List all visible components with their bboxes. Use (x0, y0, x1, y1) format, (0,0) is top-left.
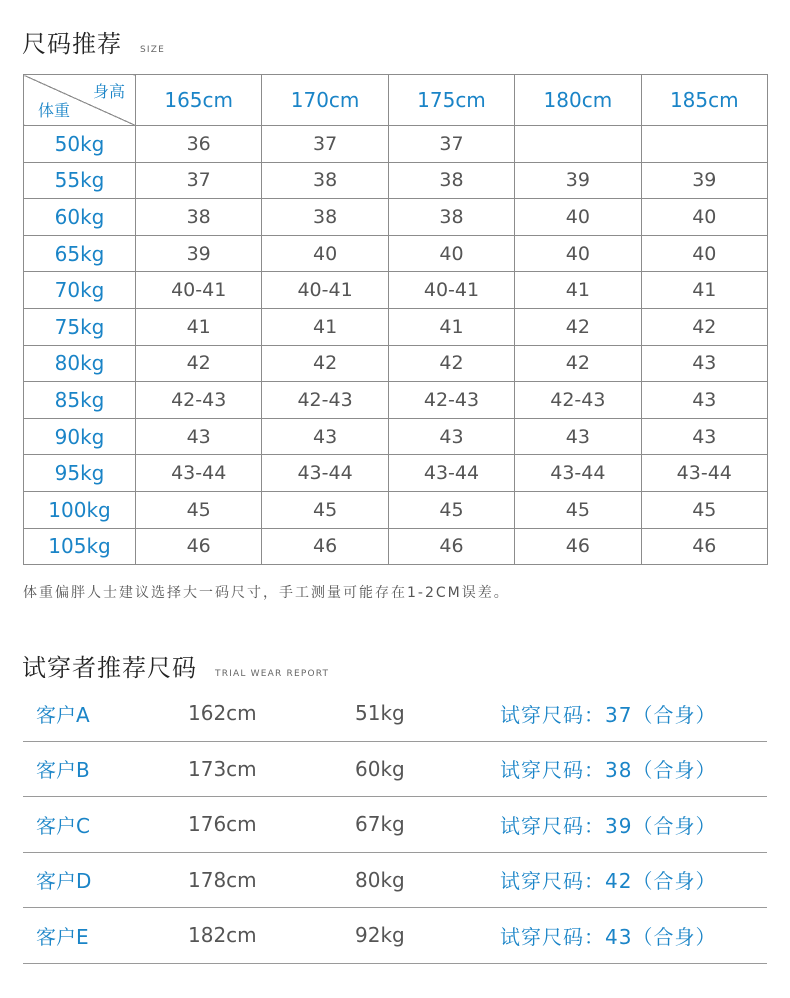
table-row (24, 199, 768, 236)
table-row (24, 491, 768, 528)
table-row (24, 382, 768, 419)
size-cell: 42-43 (515, 382, 641, 419)
size-cell: 41 (641, 272, 767, 309)
size-cell: 38 (388, 162, 514, 199)
size-cell: 43-44 (262, 455, 388, 492)
size-section-subtitle: SIZE (140, 45, 166, 55)
height-column-header: 185cm (641, 75, 767, 126)
sizing-note: 体重偏胖人士建议选择大一码尺寸，手工测量可能存在1-2CM误差。 (23, 585, 510, 601)
table-row (24, 418, 768, 455)
size-cell: 42 (641, 308, 767, 345)
size-cell: 43-44 (388, 455, 514, 492)
table-row (24, 528, 768, 565)
size-cell: 43 (388, 418, 514, 455)
trial-section-header (22, 648, 329, 683)
size-cell: 40 (515, 199, 641, 236)
size-cell: 43 (136, 418, 262, 455)
size-cell: 41 (388, 308, 514, 345)
table-row (24, 272, 768, 309)
size-cell: 46 (388, 528, 514, 565)
weight-row-header: 105kg (24, 528, 136, 565)
weight-row-header: 55kg (24, 162, 136, 199)
size-cell: 42 (388, 345, 514, 382)
trial-row (23, 797, 767, 853)
size-cell: 45 (136, 491, 262, 528)
size-cell: 42-43 (136, 382, 262, 419)
size-cell: 38 (388, 199, 514, 236)
size-cell: 45 (641, 491, 767, 528)
trial-section-subtitle: TRIAL WEAR REPORT (215, 669, 330, 679)
table-row (24, 345, 768, 382)
size-section-header (22, 24, 165, 59)
trial-result: 试穿尺码：37（合身） (500, 702, 717, 727)
size-cell (515, 126, 641, 163)
size-cell: 38 (262, 199, 388, 236)
size-cell: 37 (388, 126, 514, 163)
customer-height: 162cm (188, 701, 257, 726)
weight-row-header: 90kg (24, 418, 136, 455)
size-cell: 40 (262, 235, 388, 272)
size-cell: 42 (515, 345, 641, 382)
size-cell: 40 (641, 235, 767, 272)
size-cell: 36 (136, 126, 262, 163)
size-cell: 46 (641, 528, 767, 565)
weight-row-header: 65kg (24, 235, 136, 272)
trial-result: 试穿尺码：38（合身） (500, 758, 717, 783)
weight-row-header: 95kg (24, 455, 136, 492)
table-row (24, 126, 768, 163)
size-cell: 40 (515, 235, 641, 272)
size-cell: 43-44 (136, 455, 262, 492)
size-cell: 40-41 (388, 272, 514, 309)
size-cell: 43-44 (641, 455, 767, 492)
size-cell: 42-43 (388, 382, 514, 419)
customer-height: 173cm (188, 756, 257, 781)
size-cell: 46 (262, 528, 388, 565)
trial-result: 试穿尺码：43（合身） (500, 924, 717, 949)
size-cell: 43-44 (515, 455, 641, 492)
size-cell: 42-43 (262, 382, 388, 419)
customer-name: 客户D (36, 869, 92, 894)
customer-height: 176cm (188, 812, 257, 837)
size-cell: 40-41 (262, 272, 388, 309)
size-cell: 37 (262, 126, 388, 163)
customer-weight: 67kg (355, 812, 405, 837)
customer-name: 客户B (36, 758, 90, 783)
size-cell: 45 (388, 491, 514, 528)
trial-result: 试穿尺码：42（合身） (500, 869, 717, 894)
size-cell: 38 (136, 199, 262, 236)
height-column-header: 180cm (515, 75, 641, 126)
size-cell: 43 (641, 382, 767, 419)
trial-section-title: 试穿者推荐尺码 (22, 654, 197, 682)
table-row (24, 235, 768, 272)
weight-row-header: 100kg (24, 491, 136, 528)
size-cell: 45 (515, 491, 641, 528)
trial-row (23, 908, 767, 964)
customer-name: 客户E (36, 924, 89, 949)
size-cell: 39 (641, 162, 767, 199)
size-cell: 40-41 (136, 272, 262, 309)
table-header-row (24, 75, 768, 126)
corner-height-label: 身高 (92, 82, 125, 101)
table-row (24, 162, 768, 199)
customer-height: 182cm (188, 923, 257, 948)
size-cell: 39 (515, 162, 641, 199)
size-recommendation-table (23, 74, 768, 565)
customer-weight: 80kg (355, 867, 405, 892)
height-column-header: 165cm (136, 75, 262, 126)
size-cell: 40 (388, 235, 514, 272)
size-cell: 43 (641, 418, 767, 455)
size-section-title: 尺码推荐 (22, 30, 122, 58)
size-cell: 41 (136, 308, 262, 345)
size-cell: 42 (515, 308, 641, 345)
size-cell: 37 (136, 162, 262, 199)
size-cell: 46 (515, 528, 641, 565)
weight-row-header: 80kg (24, 345, 136, 382)
height-column-header: 170cm (262, 75, 388, 126)
trial-row (23, 686, 767, 742)
size-cell: 38 (262, 162, 388, 199)
customer-weight: 51kg (355, 701, 405, 726)
weight-row-header: 85kg (24, 382, 136, 419)
trial-row (23, 742, 767, 798)
table-row (24, 455, 768, 492)
size-cell (641, 126, 767, 163)
table-corner-cell (24, 75, 136, 126)
size-cell: 43 (515, 418, 641, 455)
customer-name: 客户A (36, 702, 90, 727)
size-cell: 46 (136, 528, 262, 565)
size-cell: 40 (641, 199, 767, 236)
corner-weight-label: 体重 (38, 101, 71, 120)
weight-row-header: 75kg (24, 308, 136, 345)
height-column-header: 175cm (388, 75, 514, 126)
size-cell: 41 (515, 272, 641, 309)
size-cell: 39 (136, 235, 262, 272)
weight-row-header: 50kg (24, 126, 136, 163)
size-cell: 43 (262, 418, 388, 455)
trial-result: 试穿尺码：39（合身） (500, 813, 717, 838)
table-row (24, 308, 768, 345)
size-cell: 42 (262, 345, 388, 382)
customer-weight: 60kg (355, 756, 405, 781)
trial-report-list (23, 686, 767, 964)
trial-row (23, 853, 767, 909)
weight-row-header: 70kg (24, 272, 136, 309)
customer-height: 178cm (188, 867, 257, 892)
customer-name: 客户C (36, 813, 90, 838)
customer-weight: 92kg (355, 923, 405, 948)
size-cell: 42 (136, 345, 262, 382)
size-cell: 43 (641, 345, 767, 382)
size-cell: 45 (262, 491, 388, 528)
weight-row-header: 60kg (24, 199, 136, 236)
size-cell: 41 (262, 308, 388, 345)
